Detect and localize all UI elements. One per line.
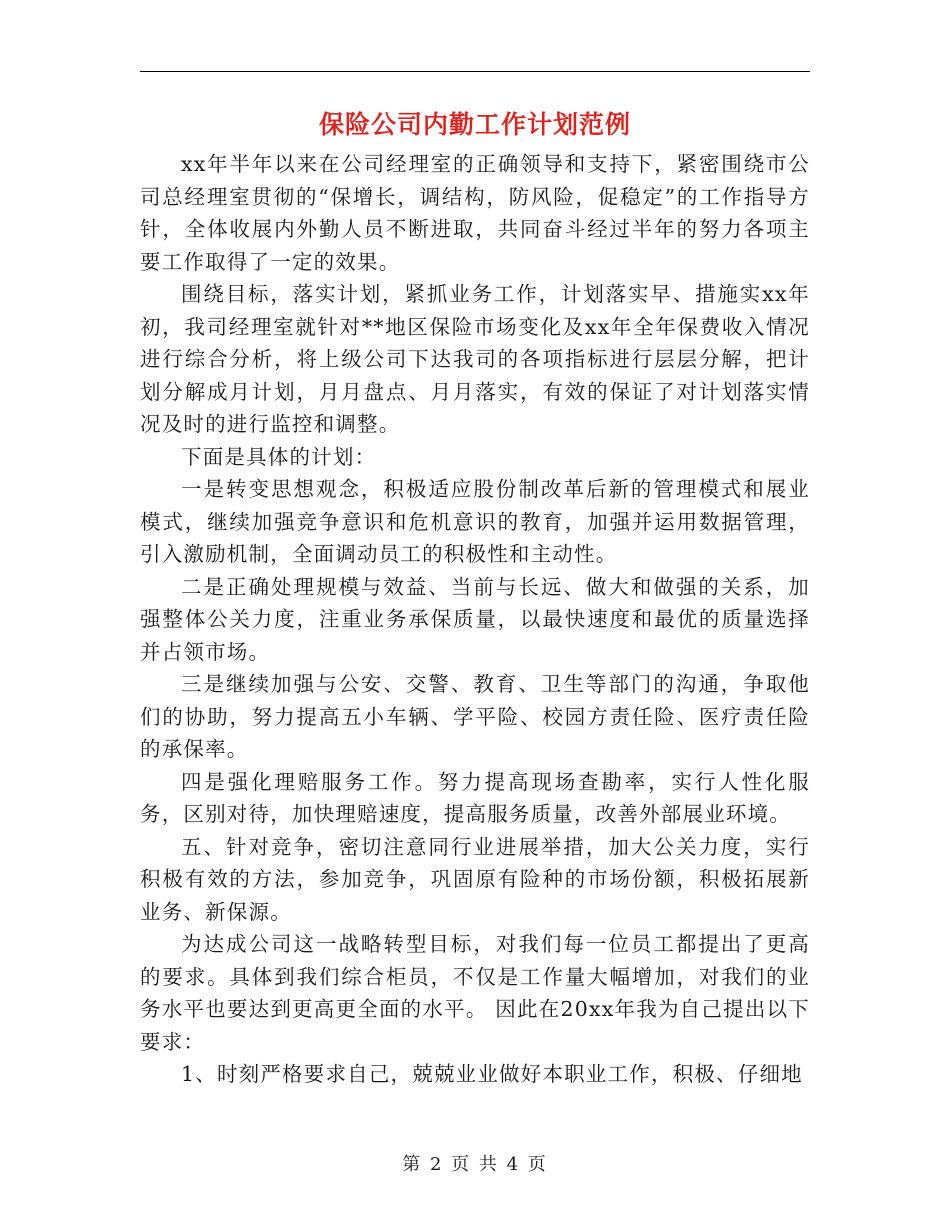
body-paragraph: 一是转变思想观念，积极适应股份制改革后新的管理模式和展业模式，继续加强竞争意识和危机意识的教育，加强并运用数据管理，引入激励机制，全面调动员工的积极性和主动性。 (140, 477, 810, 566)
body-paragraph: 二是正确处理规模与效益、当前与长远、做大和做强的关系，加强整体公关力度，注重业务承保质量，以最快速度和最优的质量选择并占领市场。 (140, 574, 810, 664)
document-body (140, 148, 810, 1091)
page-number-footer: 第 2 页 共 4 页 (402, 1154, 548, 1175)
body-paragraph: 为达成公司这一战略转型目标，对我们每一位员工都提出了更高的要求。具体到我们综合柜员，不仅是工作量大幅增加，对我们的业务水平也要达到更高更全面的水平。 因此在20xx年我为自己提出以下要求： (140, 932, 810, 1054)
body-paragraph: 五、针对竞争，密切注意同行业进展举措，加大公关力度，实行积极有效的方法，参加竞争，巩固原有险种的市场份额，积极拓展新业务、新保源。 (140, 834, 810, 924)
body-paragraph: xx年半年以来在公司经理室的正确领导和支持下，紧密围绕市公司总经理室贯彻的“保增长，调结构，防风险，促稳定”的工作指导方针，全体收展内外勤人员不断进取，共同奋斗经过半年的努力各项主要工作取得了一定的效果。 (140, 152, 810, 274)
body-paragraph: 三是继续加强与公安、交警、教育、卫生等部门的沟通，争取他们的协助，努力提高五小车辆、学平险、校园方责任险、医疗责任险的承保率。 (140, 672, 810, 761)
header-rule (140, 71, 810, 72)
body-paragraph: 下面是具体的计划： (181, 444, 377, 469)
body-paragraph: 1、时刻严格要求自己，兢兢业业做好本职业工作，积极、仔细地 (181, 1062, 803, 1086)
document-title: 保险公司内勤工作计划范例 (318, 110, 631, 139)
body-paragraph: 围绕目标，落实计划，紧抓业务工作，计划落实早、措施实xx年初，我司经理室就针对**地区保险市场变化及xx年全年保费收入情况进行综合分析，将上级公司下达我司的各项指标进行层层分解，把计划分解成月计划，月月盘点、月月落实，有效的保证了对计划落实情况及时的进行监控和调整。 (140, 282, 810, 436)
body-paragraph: 四是强化理赔服务工作。努力提高现场查勘率，实行人性化服务，区别对待，加快理赔速度，提高服务质量，改善外部展业环境。 (140, 769, 810, 826)
